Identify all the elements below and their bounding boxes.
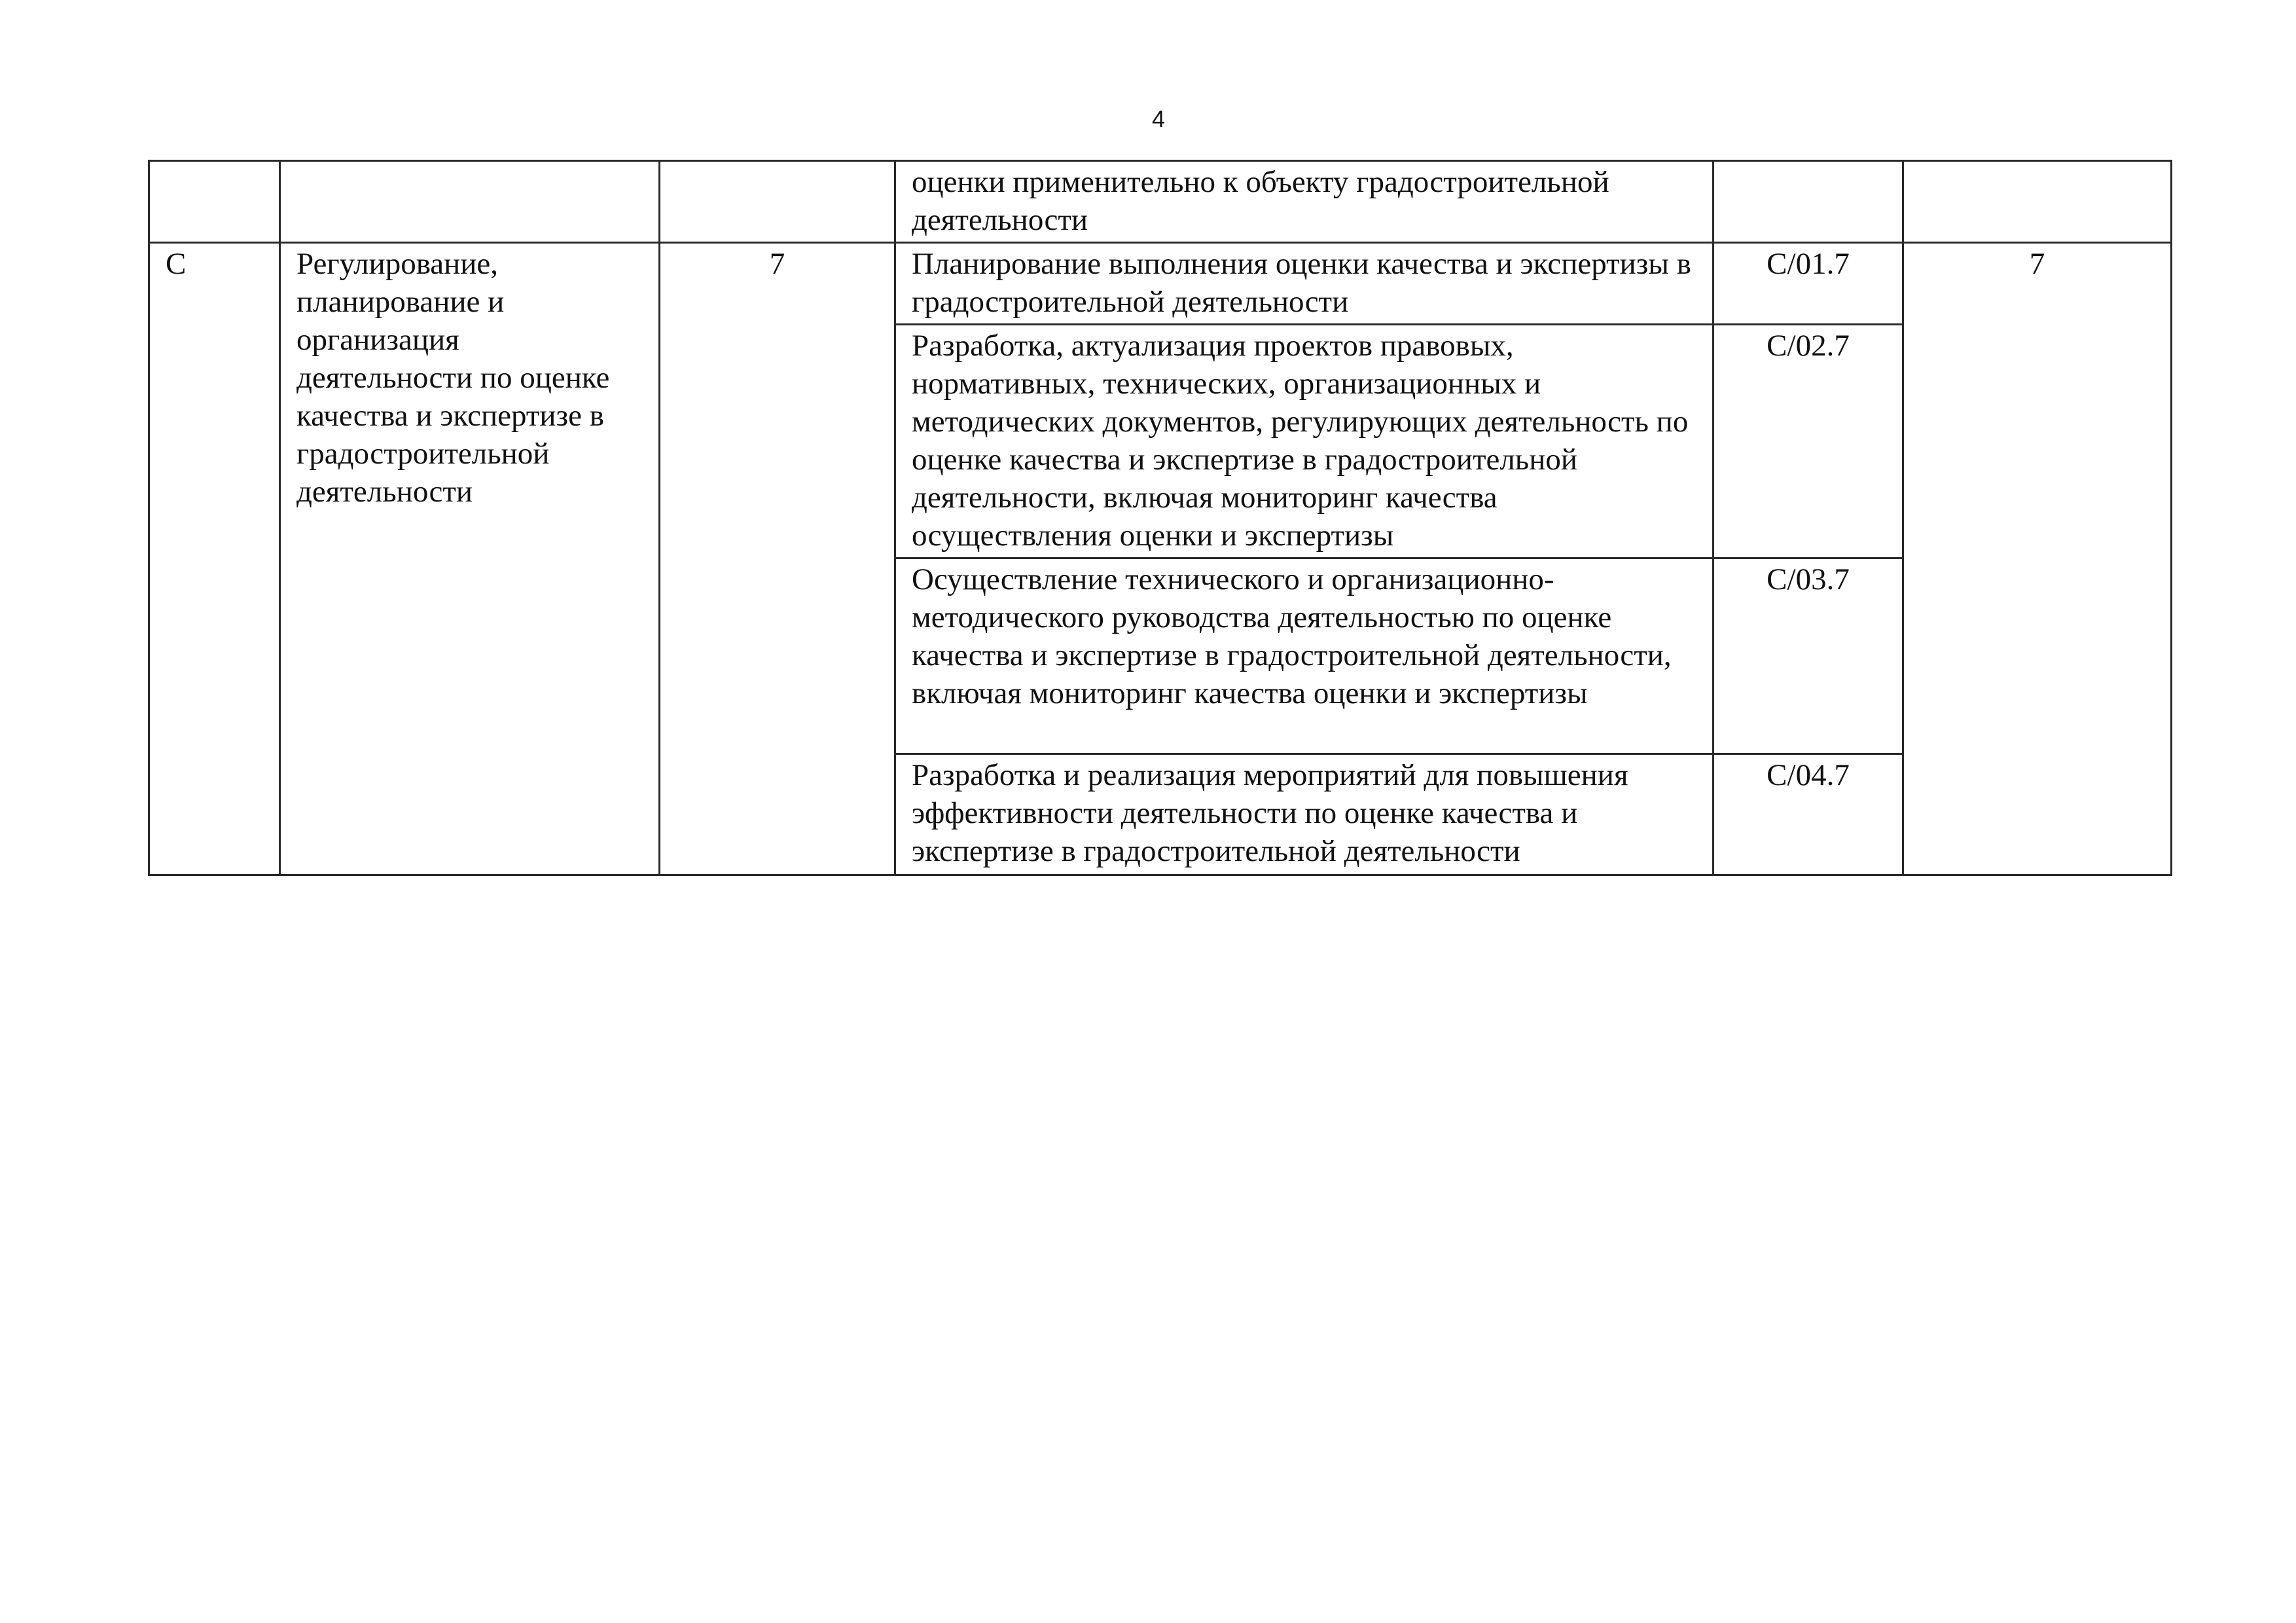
table-row-continuation <box>149 161 2172 243</box>
qualification-level-cell <box>660 243 895 875</box>
function-name: Осуществление технического и организационно-методического руководства деятельностью по оценке качества и экспертизе в градостроительной деятельности, включая мониторинг качества оценки и экспертизы <box>912 562 1672 710</box>
sublevel: 7 <box>2029 247 2045 281</box>
function-code: C/04.7 <box>1767 758 1850 792</box>
table-row <box>149 243 2172 325</box>
function-name: Планирование выполнения оценки качества и экспертизы в градостроительной деятельности <box>912 247 1691 319</box>
sublevel-cell <box>1903 243 2172 875</box>
function-name: Разработка и реализация мероприятий для повышения эффективности деятельности по оценке качества и экспертизе в градостроительной деятельности <box>912 758 1628 868</box>
function-code: C/01.7 <box>1767 247 1850 281</box>
function-name-cell <box>895 558 1713 754</box>
function-name-cell <box>895 325 1713 558</box>
general-function-code: C <box>166 247 187 281</box>
empty-code-cell <box>149 161 280 243</box>
function-name-cell <box>895 161 1713 243</box>
function-code-cell <box>1713 754 1903 875</box>
page-number: 4 <box>1151 105 1166 132</box>
qualification-level: 7 <box>769 247 785 281</box>
empty-name-cell <box>280 161 660 243</box>
function-name: Разработка, актуализация проектов правовых, нормативных, технических, организационных и методических документов, регулирующих деятельность по оценке качества и экспертизе в градостроительной деятельности, включая мониторинг качества осуществления оценки и экспертизы <box>912 329 1689 553</box>
empty-function-code-cell <box>1713 161 1903 243</box>
function-code: C/02.7 <box>1767 329 1850 363</box>
general-function-name: Регулирование, планирование и организация деятельности по оценке качества и экспертизе в градостроительной деятельности <box>296 247 610 509</box>
function-code-cell <box>1713 243 1903 325</box>
function-code: C/03.7 <box>1767 562 1850 596</box>
empty-sublevel-cell <box>1903 161 2172 243</box>
empty-level-cell <box>660 161 895 243</box>
functions-table <box>148 160 2172 876</box>
general-function-name-cell <box>280 243 660 875</box>
function-code-cell <box>1713 325 1903 558</box>
function-name: оценки применительно к объекту градостроительной деятельности <box>912 165 1609 237</box>
function-name-cell <box>895 754 1713 875</box>
function-name-cell <box>895 243 1713 325</box>
function-code-cell <box>1713 558 1903 754</box>
general-function-code-cell <box>149 243 280 875</box>
